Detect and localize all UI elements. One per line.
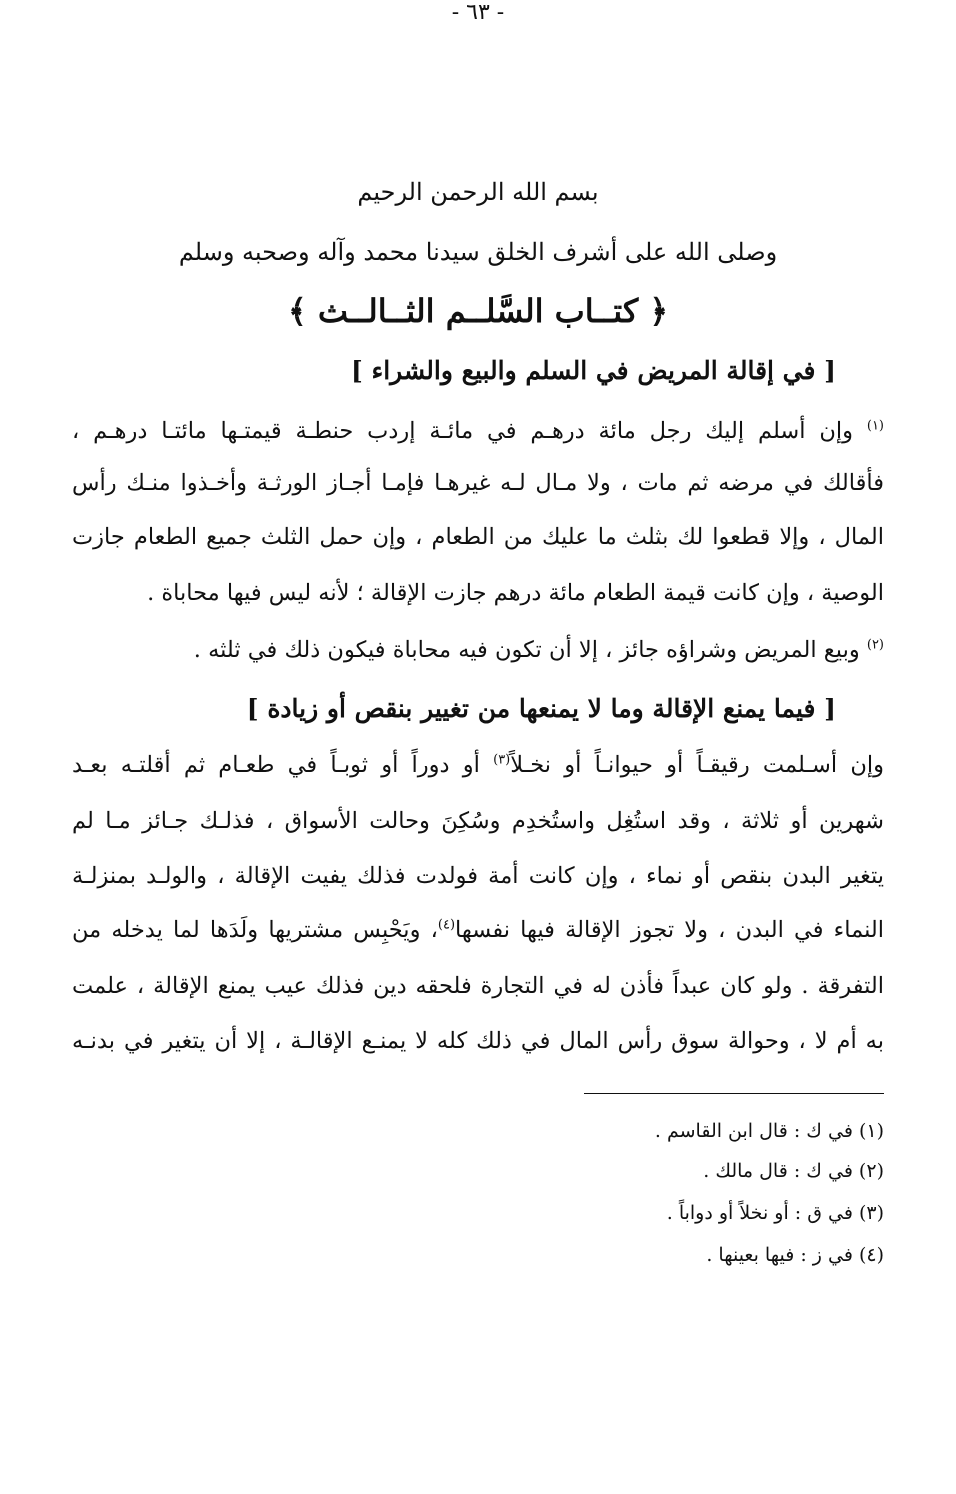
footnote: (٢) في ك : قال مالك . <box>703 1160 884 1182</box>
footnote-ref: (١) <box>866 418 884 434</box>
footnote: (٣) في ق : أو نخلاً أو دواباً . <box>666 1202 884 1224</box>
page-number: - ٦٣ - <box>451 0 505 25</box>
book-title: ﴿ كتــاب السَّلــم الثــالــث ﴾ <box>287 292 669 330</box>
paragraph-line: المال ، وإلا قطعوا لك بثلث ما عليك من الطعام ، وإن حمل الثلث جميع الطعام جازت <box>72 524 884 550</box>
salawat-line: وصلى الله على أشرف الخلق سيدنا محمد وآله وصحبه وسلم <box>178 238 778 266</box>
paragraph-line: التفرقة . ولو كان عبداً فأذن له في التجارة فلحقه دين فذلك عيب يمنع الإقالة ، علمت <box>72 973 884 999</box>
paragraph-line: شهرين أو ثلاثة ، وقد استُغِل واستُخدِم وسُكِنَ وحالت الأسواق ، فذلـك جـائز مـا لم <box>72 808 884 834</box>
paragraph-line: وإن أسـلمت رقيقـاً أو حيوانـاً أو نخـلاً$^{(٣)}$ أو دوراً أو ثوبـاً في طعـام ثم أقلتـه بعـد <box>72 752 885 778</box>
basmala: بسم الله الرحمن الرحيم <box>357 178 599 206</box>
footnote-divider <box>584 1093 884 1094</box>
paragraph-line: $^{(٢)}$ وبيع المريض وشراؤه جائز ، إلا أن تكون فيه محاباة فيكون ذلك في ثلثه . <box>193 637 884 663</box>
section-heading-1: [ في إقالة المريض في السلم والبيع والشراء ] <box>350 356 836 385</box>
paragraph-line: يتغير البدن بنقص أو نماء ، وإن كانت أمة فولدت فذلك يفيت الإقالة ، والولـد بمنزلـة <box>72 863 884 889</box>
paragraph-line: به أم لا ، وحوالة سوق رأس المال في ذلك كله لا يمنـع الإقالـة ، إلا أن يتغير في بدنـه <box>72 1028 884 1054</box>
footnote: (٤) في ز : فيها بعينها . <box>706 1244 884 1266</box>
paragraph-line: النماء في البدن ، ولا تجوز الإقالة فيها نفسها$^{(٤)}$، ويَحْبِس مشتريها ولَدَها لما يدخله من <box>72 917 885 943</box>
section-heading-2: [ فيما يمنع الإقالة وما لا يمنعها من تغيير بنقص أو زيادة ] <box>246 694 836 723</box>
paragraph-line: $^{(١)}$ وإن أسلم إليك رجل مائة درهـم في مائـة إردب حنطـة قيمتـها مائتـا درهـم ، <box>72 418 884 444</box>
footnote-ref: (٢) <box>866 637 884 653</box>
footnote: (١) في ك : قال ابن القاسم . <box>654 1120 884 1142</box>
paragraph-line: فأقالك في مرضه ثم مات ، ولا مـال لـه غيرهـا فإمـا أجـاز الورثـة وأخـذوا منـك رأس <box>72 470 884 496</box>
footnote-ref: (٣) <box>493 752 511 768</box>
footnote-ref: (٤) <box>437 917 456 933</box>
paragraph-line: الوصية ، وإن كانت قيمة الطعام مائة درهم جازت الإقالة ؛ لأنه ليس فيها محاباة . <box>147 580 884 606</box>
